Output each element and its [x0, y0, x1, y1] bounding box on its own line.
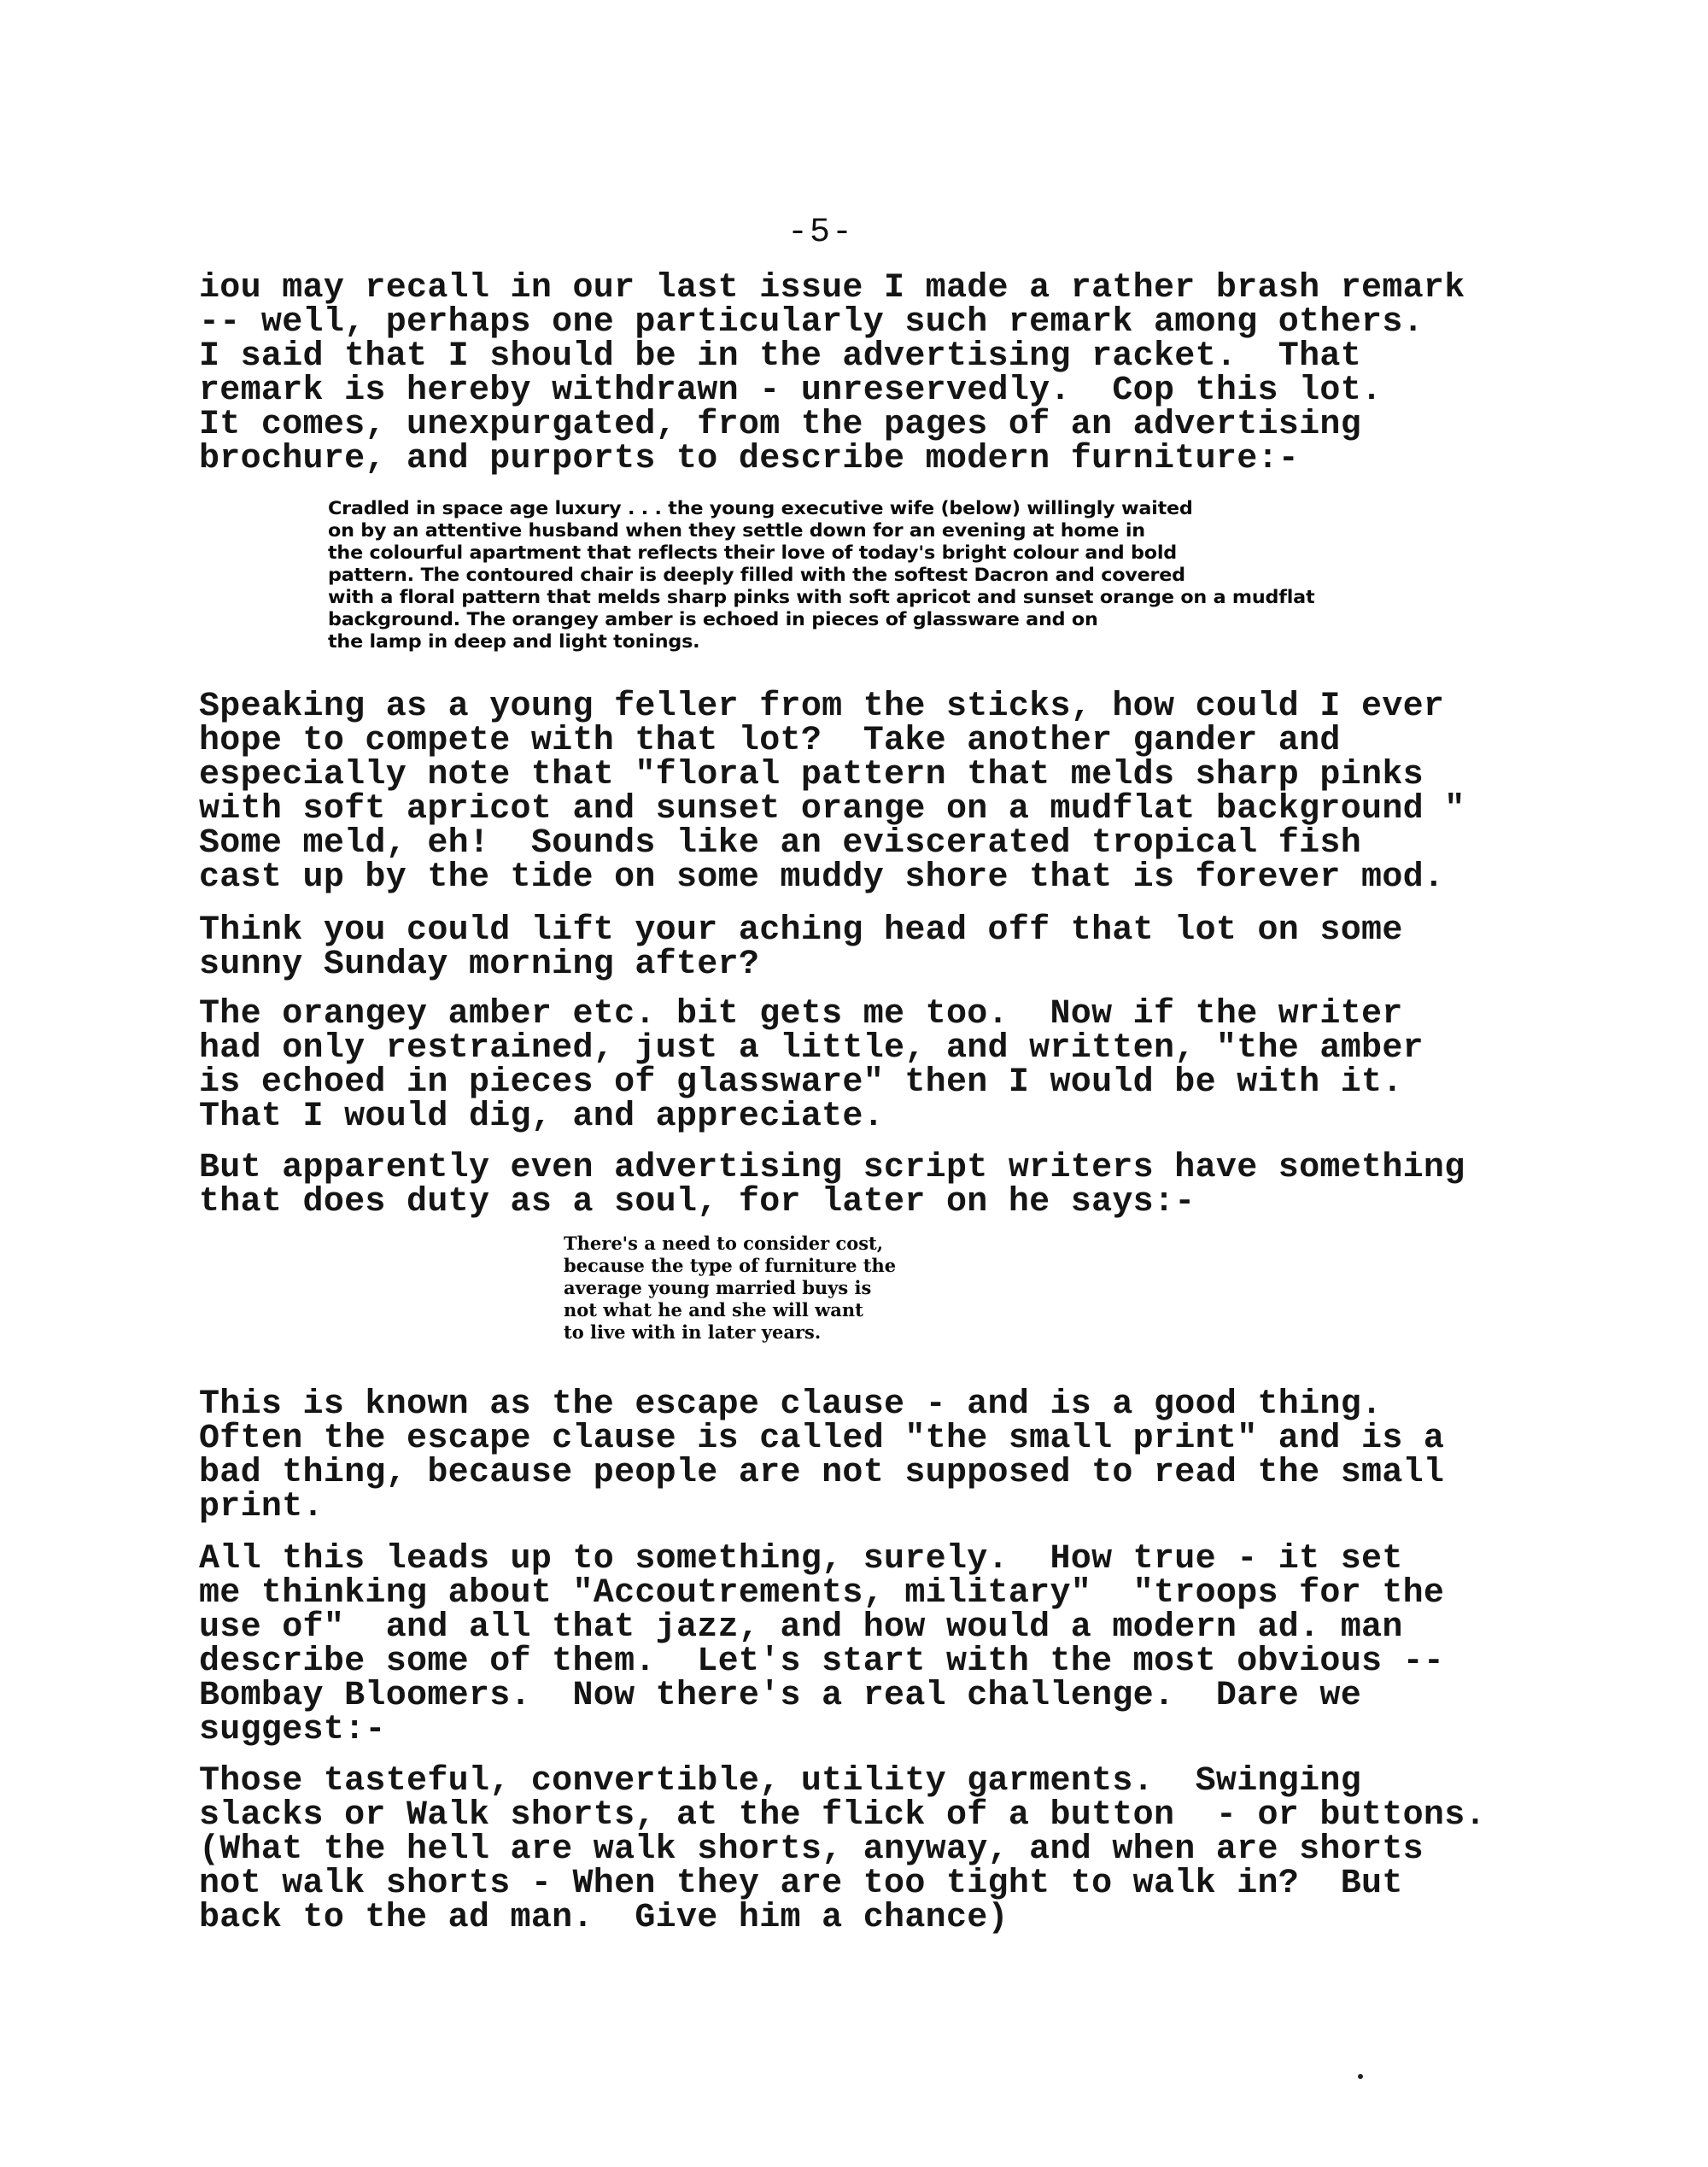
paragraph-2 [199, 690, 1465, 895]
text-line: remark is hereby withdrawn - unreservedly. Cop this lot. [199, 372, 1383, 410]
advertising-clipping-1 [328, 497, 1314, 653]
text-line: especially note that "floral pattern that melds sharp pinks [199, 756, 1424, 794]
text-line: had only restrained, just a little, and written, "the amber [199, 1029, 1424, 1068]
text-line: The orangey amber etc. bit gets me too. Now if the writer [199, 995, 1403, 1034]
text-line: me thinking about "Accoutrements, military" "troops for the [199, 1574, 1445, 1613]
text-line: sunny Sunday morning after? [199, 946, 760, 984]
text-line: Some meld, eh! Sounds like an eviscerated tropical fish [199, 824, 1362, 863]
text-line: back to the ad man. Give him a chance) [199, 1899, 1009, 1937]
text-line: Bombay Bloomers. Now there's a real challenge. Dare we [199, 1677, 1362, 1715]
text-line: It comes, unexpurgated, from the pages of an advertising [199, 406, 1362, 444]
paragraph-4 [199, 995, 1424, 1136]
text-line: describe some of them. Let's start with the most obvious -- [199, 1643, 1445, 1681]
text-line: cast up by the tide on some muddy shore that is forever mod. [199, 858, 1445, 897]
text-line: All this leads up to something, surely. How true - it set [199, 1540, 1403, 1578]
clipping-line: the colourful apartment that reflects their love of today's bright colour and bold [328, 542, 1177, 563]
clipping-line: not what he and she will want [564, 1299, 863, 1321]
clipping-line: There's a need to consider cost, [564, 1233, 884, 1254]
paragraph-1 [199, 269, 1465, 478]
text-line: bad thing, because people are not supposed to read the small [199, 1454, 1445, 1492]
text-line: But apparently even advertising script writers have something [199, 1149, 1465, 1187]
text-line: hope to compete with that lot? Take another gander and [199, 722, 1341, 760]
text-line: Often the escape clause is called "the small print" and is a [199, 1420, 1445, 1458]
text-line: (What the hell are walk shorts, anyway, and when are shorts [199, 1830, 1424, 1869]
text-line: Speaking as a young feller from the sticks, how could I ever [199, 688, 1445, 726]
text-line: not walk shorts - When they are too tight to walk in? But [199, 1865, 1403, 1903]
text-line: -- well, perhaps one particularly such remark among others. [199, 303, 1424, 342]
advertising-clipping-2 [564, 1233, 896, 1344]
text-line: with soft apricot and sunset orange on a mudflat background " [199, 790, 1465, 829]
page-number: -5- [787, 214, 855, 252]
text-line: That I would dig, and appreciate. [199, 1098, 885, 1136]
text-line: Think you could lift your aching head off that lot on some [199, 911, 1403, 950]
clipping-line: with a floral pattern that melds sharp pinks with soft apricot and sunset orange on a mudflat [328, 587, 1315, 607]
text-line: use of" and all that jazz, and how would a modern ad. man [199, 1608, 1403, 1647]
stray-ink-dot [1358, 2074, 1363, 2079]
clipping-line: to live with in later years. [564, 1321, 822, 1343]
clipping-line: average young married buys is [564, 1277, 872, 1298]
text-line: slacks or Walk shorts, at the flick of a button - or buttons. [199, 1796, 1486, 1835]
clipping-line: Cradled in space age luxury . . . the young executive wife (below) willingly waited [328, 498, 1193, 518]
clipping-line: on by an attentive husband when they settle down for an evening at home in [328, 520, 1145, 541]
text-line: is echoed in pieces of glassware" then I would be with it. [199, 1063, 1403, 1102]
text-line: Those tasteful, convertible, utility garments. Swinging [199, 1762, 1362, 1801]
text-line: iou may recall in our last issue I made a rather brash remark [199, 269, 1465, 307]
paragraph-8 [199, 1762, 1486, 1937]
clipping-line: background. The orangey amber is echoed in pieces of glassware and on [328, 609, 1098, 630]
paragraph-5 [199, 1151, 1465, 1220]
paragraph-7 [199, 1540, 1445, 1749]
clipping-line: the lamp in deep and light tonings. [328, 631, 700, 652]
clipping-line: pattern. The contoured chair is deeply filled with the softest Dacron and covered [328, 565, 1185, 585]
text-line: brochure, and purports to describe modern furniture:- [199, 440, 1300, 478]
text-line: print. [199, 1488, 324, 1526]
paragraph-6 [199, 1385, 1445, 1526]
text-line: This is known as the escape clause - and is a good thing. [199, 1385, 1383, 1424]
text-line: suggest:- [199, 1711, 386, 1749]
clipping-line: because the type of furniture the [564, 1255, 897, 1276]
text-line: that does duty as a soul, for later on he says:- [199, 1183, 1196, 1221]
text-line: I said that I should be in the advertising racket. That [199, 337, 1362, 376]
paragraph-3 [199, 911, 1403, 984]
